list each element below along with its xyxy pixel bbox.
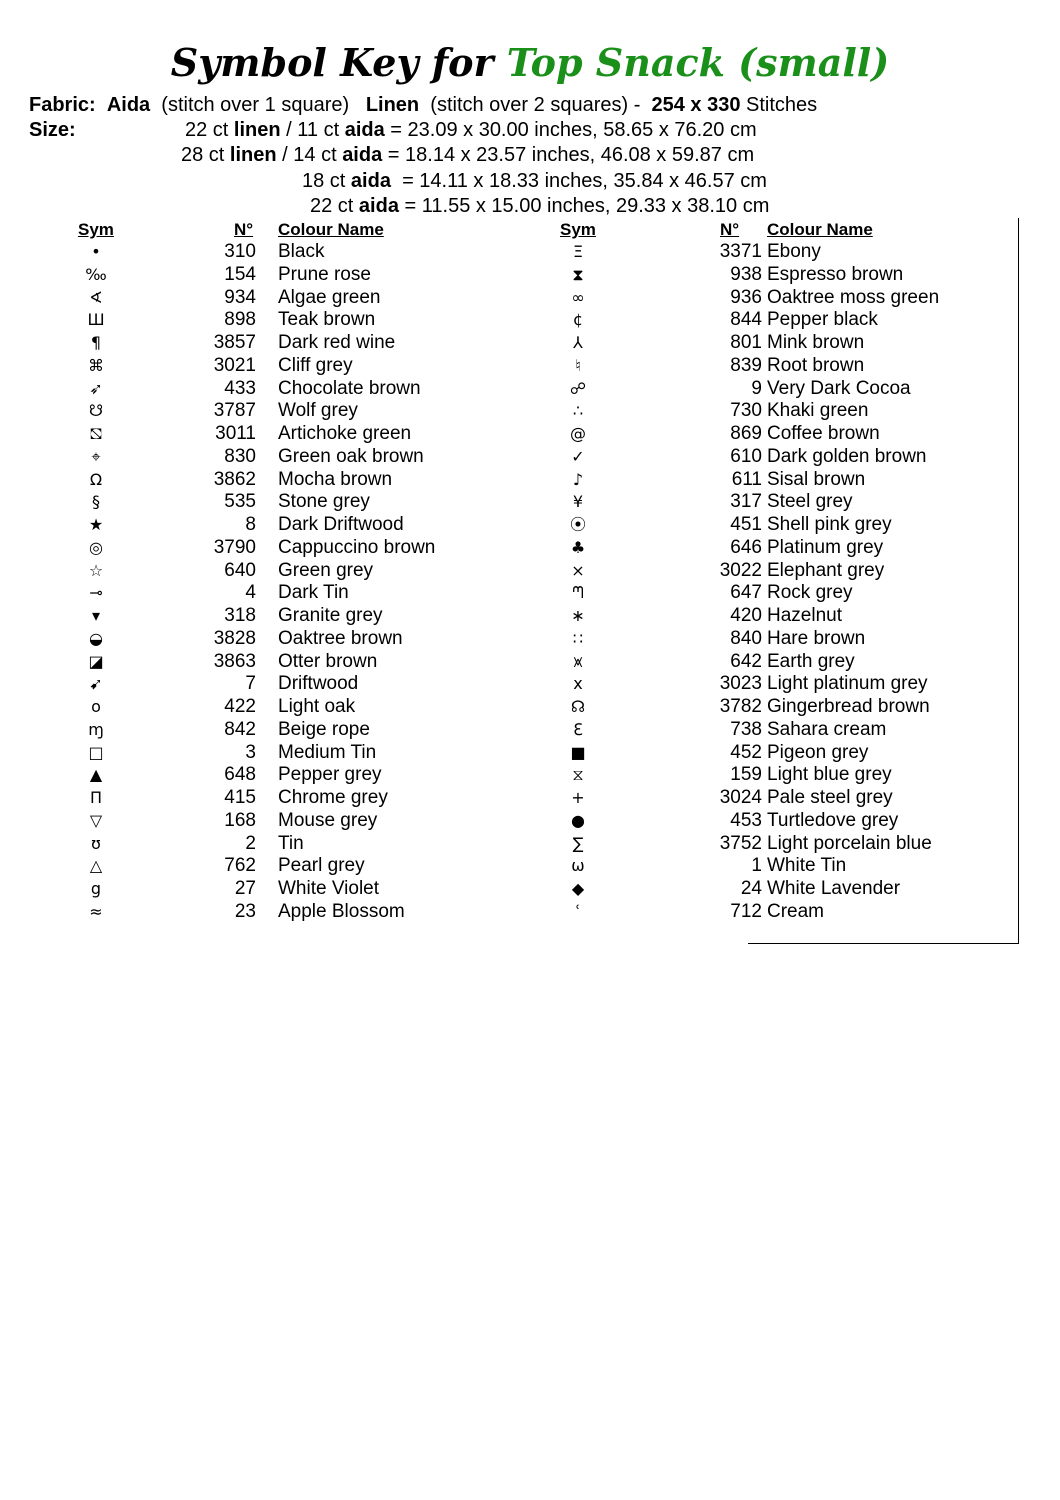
- colour-name: Sisal brown: [767, 468, 866, 490]
- pattern-symbol-icon: ‰: [85, 264, 107, 284]
- colour-name: Light platinum grey: [767, 673, 928, 695]
- colour-name: Teak brown: [278, 309, 376, 331]
- pattern-symbol-icon: ☊: [570, 697, 586, 716]
- colour-name: Earth grey: [767, 650, 855, 672]
- table-row: [520, 855, 1020, 878]
- thread-number: 830: [224, 445, 256, 467]
- colour-name: Artichoke green: [278, 423, 412, 444]
- symbol-table-right: [520, 241, 1020, 924]
- table-row: [0, 764, 520, 787]
- pattern-symbol-icon: ∗: [571, 606, 585, 625]
- table-row: [520, 628, 1020, 651]
- thread-number: 840: [730, 627, 762, 649]
- thread-number: 159: [730, 764, 762, 786]
- table-row: [0, 628, 520, 651]
- table-row: [0, 241, 520, 264]
- thread-number: 640: [224, 559, 256, 581]
- header-sym-right: Sym: [560, 220, 596, 239]
- thread-number: 3862: [213, 468, 256, 490]
- table-row: [0, 355, 520, 378]
- colour-name: Mouse grey: [278, 809, 378, 831]
- thread-number: 3371: [719, 241, 762, 262]
- thread-number: 730: [730, 400, 762, 422]
- pattern-symbol-icon: ∷: [572, 628, 584, 648]
- pattern-symbol-icon: g: [90, 879, 102, 898]
- pattern-symbol-icon: ʊ: [91, 833, 101, 853]
- title-pattern-name: Top Snack (small): [506, 40, 890, 85]
- pattern-symbol-icon: ω: [571, 856, 585, 876]
- table-row: [520, 309, 1020, 332]
- table-row: [520, 696, 1020, 719]
- table-row: [520, 901, 1020, 924]
- colour-name: Mocha brown: [278, 468, 393, 490]
- pattern-symbol-icon: ▾: [91, 606, 101, 625]
- pattern-symbol-icon: ■: [570, 742, 586, 762]
- table-row: [520, 673, 1020, 696]
- thread-number: 420: [730, 605, 762, 626]
- thread-number: 3022: [719, 559, 762, 581]
- table-row: [0, 378, 520, 401]
- size-line: 22 ct linen / 11 ct aida = 23.09 x 30.00 inches, 58.65 x 76.20 cm: [185, 119, 757, 141]
- pattern-symbol-icon: ♣: [570, 537, 586, 557]
- thread-number: 1: [751, 855, 762, 877]
- pattern-symbol-icon: Ш: [87, 310, 105, 330]
- table-row: [0, 264, 520, 287]
- table-border-right: [1018, 218, 1019, 943]
- table-row: [0, 696, 520, 719]
- pattern-symbol-icon: ℇ: [573, 719, 583, 739]
- pattern-symbol-icon: ⧗: [572, 264, 584, 284]
- colour-name: Cream: [767, 900, 825, 922]
- colour-name: Beige rope: [278, 718, 370, 740]
- table-row: [0, 605, 520, 628]
- thread-number: 869: [730, 423, 762, 444]
- thread-number: 8: [245, 514, 256, 535]
- thread-number: 801: [730, 332, 762, 353]
- table-row: [520, 537, 1020, 560]
- colour-name: Dark Tin: [278, 582, 349, 604]
- table-row: [520, 787, 1020, 810]
- table-row: [0, 901, 520, 924]
- table-row: [520, 514, 1020, 537]
- size-line: 18 ct aida = 14.11 x 18.33 inches, 35.84 x 46.57 cm: [302, 170, 767, 192]
- colour-name: Light porcelain blue: [767, 832, 932, 854]
- table-row: [0, 332, 520, 355]
- table-row: [0, 810, 520, 833]
- pattern-symbol-icon: ʿ: [575, 901, 581, 921]
- header-name-right: Colour Name: [767, 220, 873, 239]
- table-row: [520, 491, 1020, 514]
- pattern-symbol-icon: ☍: [569, 378, 587, 398]
- table-row: [520, 287, 1020, 310]
- table-row: [520, 651, 1020, 674]
- thread-number: 936: [730, 286, 762, 308]
- table-row: [520, 469, 1020, 492]
- thread-number: 642: [730, 650, 762, 672]
- table-row: [520, 241, 1020, 264]
- title-prefix: Symbol Key for: [170, 40, 494, 85]
- colour-name: Oaktree brown: [278, 627, 403, 649]
- table-row: [520, 810, 1020, 833]
- pattern-symbol-icon: ♪: [572, 469, 584, 489]
- thread-number: 24: [740, 878, 762, 899]
- pattern-symbol-icon: o: [91, 697, 101, 716]
- table-row: [520, 264, 1020, 287]
- table-row: [520, 742, 1020, 765]
- pattern-symbol-icon: •: [91, 242, 101, 261]
- table-row: [0, 855, 520, 878]
- fabric-linen: Linen: [365, 94, 420, 116]
- thread-number: 611: [731, 468, 762, 490]
- thread-number: 610: [730, 445, 762, 467]
- thread-number: 3863: [213, 650, 256, 672]
- pattern-symbol-icon: ▽: [89, 810, 103, 830]
- table-row: [0, 309, 520, 332]
- table-row: [0, 400, 520, 423]
- colour-name: Coffee brown: [767, 423, 880, 444]
- pattern-symbol-icon: ɱ: [88, 719, 104, 739]
- colour-name: Driftwood: [278, 673, 359, 695]
- colour-name: Pepper black: [767, 309, 878, 331]
- size-label: Size:: [29, 119, 76, 141]
- thread-number: 318: [224, 605, 256, 626]
- pattern-symbol-icon: ☆: [88, 560, 104, 580]
- thread-number: 762: [224, 855, 256, 877]
- thread-number: 839: [730, 354, 762, 376]
- colour-name: Dark Driftwood: [278, 514, 404, 535]
- fabric-label: Fabric:: [29, 94, 96, 116]
- colour-name: White Violet: [278, 878, 380, 899]
- pattern-symbol-icon: ◪: [88, 651, 104, 671]
- table-row: [520, 378, 1020, 401]
- thread-number: 452: [730, 741, 762, 763]
- thread-number: 451: [730, 514, 762, 535]
- thread-number: 154: [224, 263, 256, 285]
- colour-name: Very Dark Cocoa: [767, 377, 911, 399]
- thread-number: 415: [224, 787, 256, 808]
- colour-name: Black: [278, 241, 325, 262]
- table-row: [0, 878, 520, 901]
- colour-name: White Lavender: [767, 878, 901, 899]
- colour-name: Espresso brown: [767, 263, 904, 285]
- thread-number: 2: [245, 832, 256, 854]
- table-row: [0, 651, 520, 674]
- table-row: [0, 469, 520, 492]
- pattern-symbol-icon: ♮: [575, 355, 581, 375]
- table-row: [520, 605, 1020, 628]
- table-row: [520, 878, 1020, 901]
- colour-name: Light oak: [278, 696, 356, 717]
- pattern-symbol-icon: ¶: [90, 333, 102, 352]
- colour-name: Cliff grey: [278, 354, 353, 376]
- colour-name: Apple Blossom: [278, 900, 405, 922]
- table-row: [520, 400, 1020, 423]
- colour-name: Shell pink grey: [767, 514, 892, 535]
- colour-name: Chocolate brown: [278, 377, 421, 399]
- thread-number: 3782: [719, 696, 762, 717]
- colour-name: Mink brown: [767, 332, 865, 353]
- colour-name: Hazelnut: [767, 605, 842, 626]
- table-row: [0, 673, 520, 696]
- thread-number: 648: [224, 764, 256, 786]
- thread-number: 934: [224, 286, 256, 308]
- table-row: [0, 719, 520, 742]
- thread-number: 3828: [213, 627, 256, 649]
- thread-number: 310: [224, 241, 256, 262]
- thread-number: 3: [245, 741, 256, 763]
- thread-number: 7: [245, 673, 256, 695]
- stitch-word: Stitches: [746, 94, 818, 116]
- colour-name: Granite grey: [278, 605, 383, 626]
- table-row: [0, 491, 520, 514]
- colour-name: Chrome grey: [278, 787, 388, 808]
- colour-name: Prune rose: [278, 263, 371, 285]
- pattern-symbol-icon: @: [570, 424, 586, 443]
- colour-name: Oaktree moss green: [767, 286, 940, 308]
- thread-number: 712: [730, 900, 762, 922]
- pattern-symbol-icon: ➶: [89, 378, 103, 398]
- thread-number: 433: [224, 377, 256, 399]
- pattern-symbol-icon: +: [571, 788, 585, 807]
- thread-number: 898: [224, 309, 256, 331]
- table-row: [0, 560, 520, 583]
- colour-name: Gingerbread brown: [767, 696, 930, 717]
- thread-number: 3021: [213, 354, 256, 376]
- table-row: [0, 582, 520, 605]
- pattern-symbol-icon: ⦿: [569, 515, 586, 534]
- thread-number: 453: [730, 809, 762, 831]
- pattern-symbol-icon: Ω: [89, 469, 103, 489]
- pattern-symbol-icon: ∢: [89, 287, 103, 307]
- thread-number: 3023: [719, 673, 762, 695]
- thread-number: 842: [224, 718, 256, 740]
- pattern-symbol-icon: ∞: [571, 287, 585, 307]
- table-row: [0, 514, 520, 537]
- pattern-symbol-icon: ⊸: [89, 583, 103, 603]
- colour-name: Pigeon grey: [767, 741, 869, 763]
- table-row: [0, 787, 520, 810]
- pattern-symbol-icon: ⅄: [573, 333, 583, 352]
- colour-name: Tin: [278, 832, 304, 854]
- thread-number: 422: [224, 696, 256, 717]
- header-name-left: Colour Name: [278, 220, 384, 239]
- pattern-symbol-icon: ⌘: [88, 355, 104, 375]
- colour-name: Dark golden brown: [767, 445, 927, 467]
- pattern-symbol-icon: ⛞: [89, 424, 103, 443]
- pattern-symbol-icon: ⨯: [571, 560, 585, 580]
- colour-name: Pale steel grey: [767, 787, 893, 808]
- colour-name: Light blue grey: [767, 764, 892, 786]
- table-border-bottom: [748, 943, 1019, 944]
- pattern-symbol-icon: ▲: [89, 765, 103, 785]
- pattern-symbol-icon: ➹: [89, 674, 103, 694]
- pattern-symbol-icon: ◆: [571, 879, 585, 898]
- stitch-count: 254 x 330: [651, 94, 741, 116]
- table-row: [520, 423, 1020, 446]
- pattern-symbol-icon: Π: [89, 788, 103, 807]
- pattern-symbol-icon: ◎: [89, 537, 103, 557]
- table-row: [520, 582, 1020, 605]
- colour-name: Pepper grey: [278, 764, 382, 786]
- colour-name: Elephant grey: [767, 559, 885, 581]
- pattern-symbol-icon: ✓: [571, 446, 585, 466]
- colour-name: Root brown: [767, 354, 865, 376]
- colour-name: Ebony: [767, 241, 821, 262]
- thread-number: 317: [730, 491, 762, 513]
- table-row: [0, 423, 520, 446]
- pattern-symbol-icon: ¢: [572, 310, 584, 330]
- colour-name: Hare brown: [767, 627, 866, 649]
- colour-name: Stone grey: [278, 491, 370, 513]
- colour-name: Algae green: [278, 286, 381, 308]
- colour-name: Green grey: [278, 559, 374, 581]
- table-row: [520, 332, 1020, 355]
- table-row: [520, 764, 1020, 787]
- thread-number: 4: [245, 582, 256, 604]
- pattern-symbol-icon: ᘉ: [572, 583, 584, 603]
- thread-number: 3857: [213, 332, 256, 353]
- colour-name: Dark red wine: [278, 332, 396, 353]
- fabric-line: [29, 94, 817, 117]
- table-row: [0, 446, 520, 469]
- pattern-symbol-icon: ¥: [572, 492, 584, 512]
- thread-number: 9: [751, 377, 762, 399]
- table-row: [0, 742, 520, 765]
- colour-name: Platinum grey: [767, 536, 884, 558]
- colour-name: Turtledove grey: [767, 809, 899, 831]
- pattern-symbol-icon: ●: [571, 810, 585, 830]
- colour-name: Cappuccino brown: [278, 536, 436, 558]
- thread-number: 23: [234, 900, 256, 922]
- header-num-left: N°: [234, 220, 254, 239]
- pattern-symbol-icon: ∑: [572, 833, 584, 853]
- table-row: [520, 355, 1020, 378]
- colour-name: Rock grey: [767, 582, 853, 604]
- thread-number: 647: [730, 582, 762, 604]
- header-sym-left: Sym: [78, 220, 114, 239]
- pattern-symbol-icon: □: [88, 742, 104, 762]
- thread-number: 844: [730, 309, 762, 331]
- thread-number: 168: [224, 809, 256, 831]
- colour-name: White Tin: [767, 855, 847, 877]
- thread-number: 535: [224, 491, 256, 513]
- thread-number: 646: [730, 536, 762, 558]
- symbol-table-left: [0, 241, 520, 924]
- pattern-symbol-icon: ☋: [88, 401, 104, 421]
- fabric-linen-note: (stitch over 2 squares) -: [430, 94, 641, 116]
- colour-name: Green oak brown: [278, 445, 424, 467]
- thread-number: 3790: [213, 536, 256, 558]
- table-row: [0, 287, 520, 310]
- pattern-symbol-icon: §: [92, 492, 100, 512]
- pattern-symbol-icon: ⩙: [573, 651, 583, 671]
- colour-name: Sahara cream: [767, 718, 887, 740]
- fabric-aida-note: (stitch over 1 square): [161, 94, 350, 116]
- thread-number: 3752: [719, 832, 762, 854]
- header-num-right: N°: [720, 220, 740, 239]
- table-row: [520, 719, 1020, 742]
- pattern-symbol-icon: ≈: [89, 901, 103, 921]
- colour-name: Khaki green: [767, 400, 869, 422]
- colour-name: Steel grey: [767, 491, 853, 513]
- fabric-aida: Aida: [106, 94, 151, 116]
- page-title: [0, 40, 1060, 85]
- pattern-symbol-icon: ⌖: [91, 446, 101, 466]
- table-row: [0, 537, 520, 560]
- pattern-symbol-icon: ⧖: [572, 765, 584, 785]
- thread-number: 27: [234, 878, 256, 899]
- pattern-symbol-icon: x: [573, 674, 583, 694]
- colour-name: Wolf grey: [278, 400, 358, 422]
- pattern-symbol-icon: ◒: [89, 628, 103, 648]
- colour-name: Otter brown: [278, 650, 378, 672]
- pattern-symbol-icon: ★: [88, 515, 104, 534]
- table-row: [0, 833, 520, 856]
- table-row: [520, 833, 1020, 856]
- size-line: 28 ct linen / 14 ct aida = 18.14 x 23.57 inches, 46.08 x 59.87 cm: [181, 144, 755, 166]
- table-row: [520, 560, 1020, 583]
- thread-number: 3011: [215, 423, 256, 444]
- pattern-symbol-icon: Ξ: [572, 242, 584, 261]
- table-row: [520, 446, 1020, 469]
- colour-name: Pearl grey: [278, 855, 365, 877]
- thread-number: 3024: [719, 787, 762, 808]
- thread-number: 738: [730, 718, 762, 740]
- pattern-symbol-icon: ∴: [572, 401, 584, 421]
- thread-number: 3787: [213, 400, 256, 422]
- size-line: 22 ct aida = 11.55 x 15.00 inches, 29.33 x 38.10 cm: [310, 195, 770, 217]
- thread-number: 938: [730, 263, 762, 285]
- colour-name: Medium Tin: [278, 741, 377, 763]
- pattern-symbol-icon: △: [89, 856, 103, 876]
